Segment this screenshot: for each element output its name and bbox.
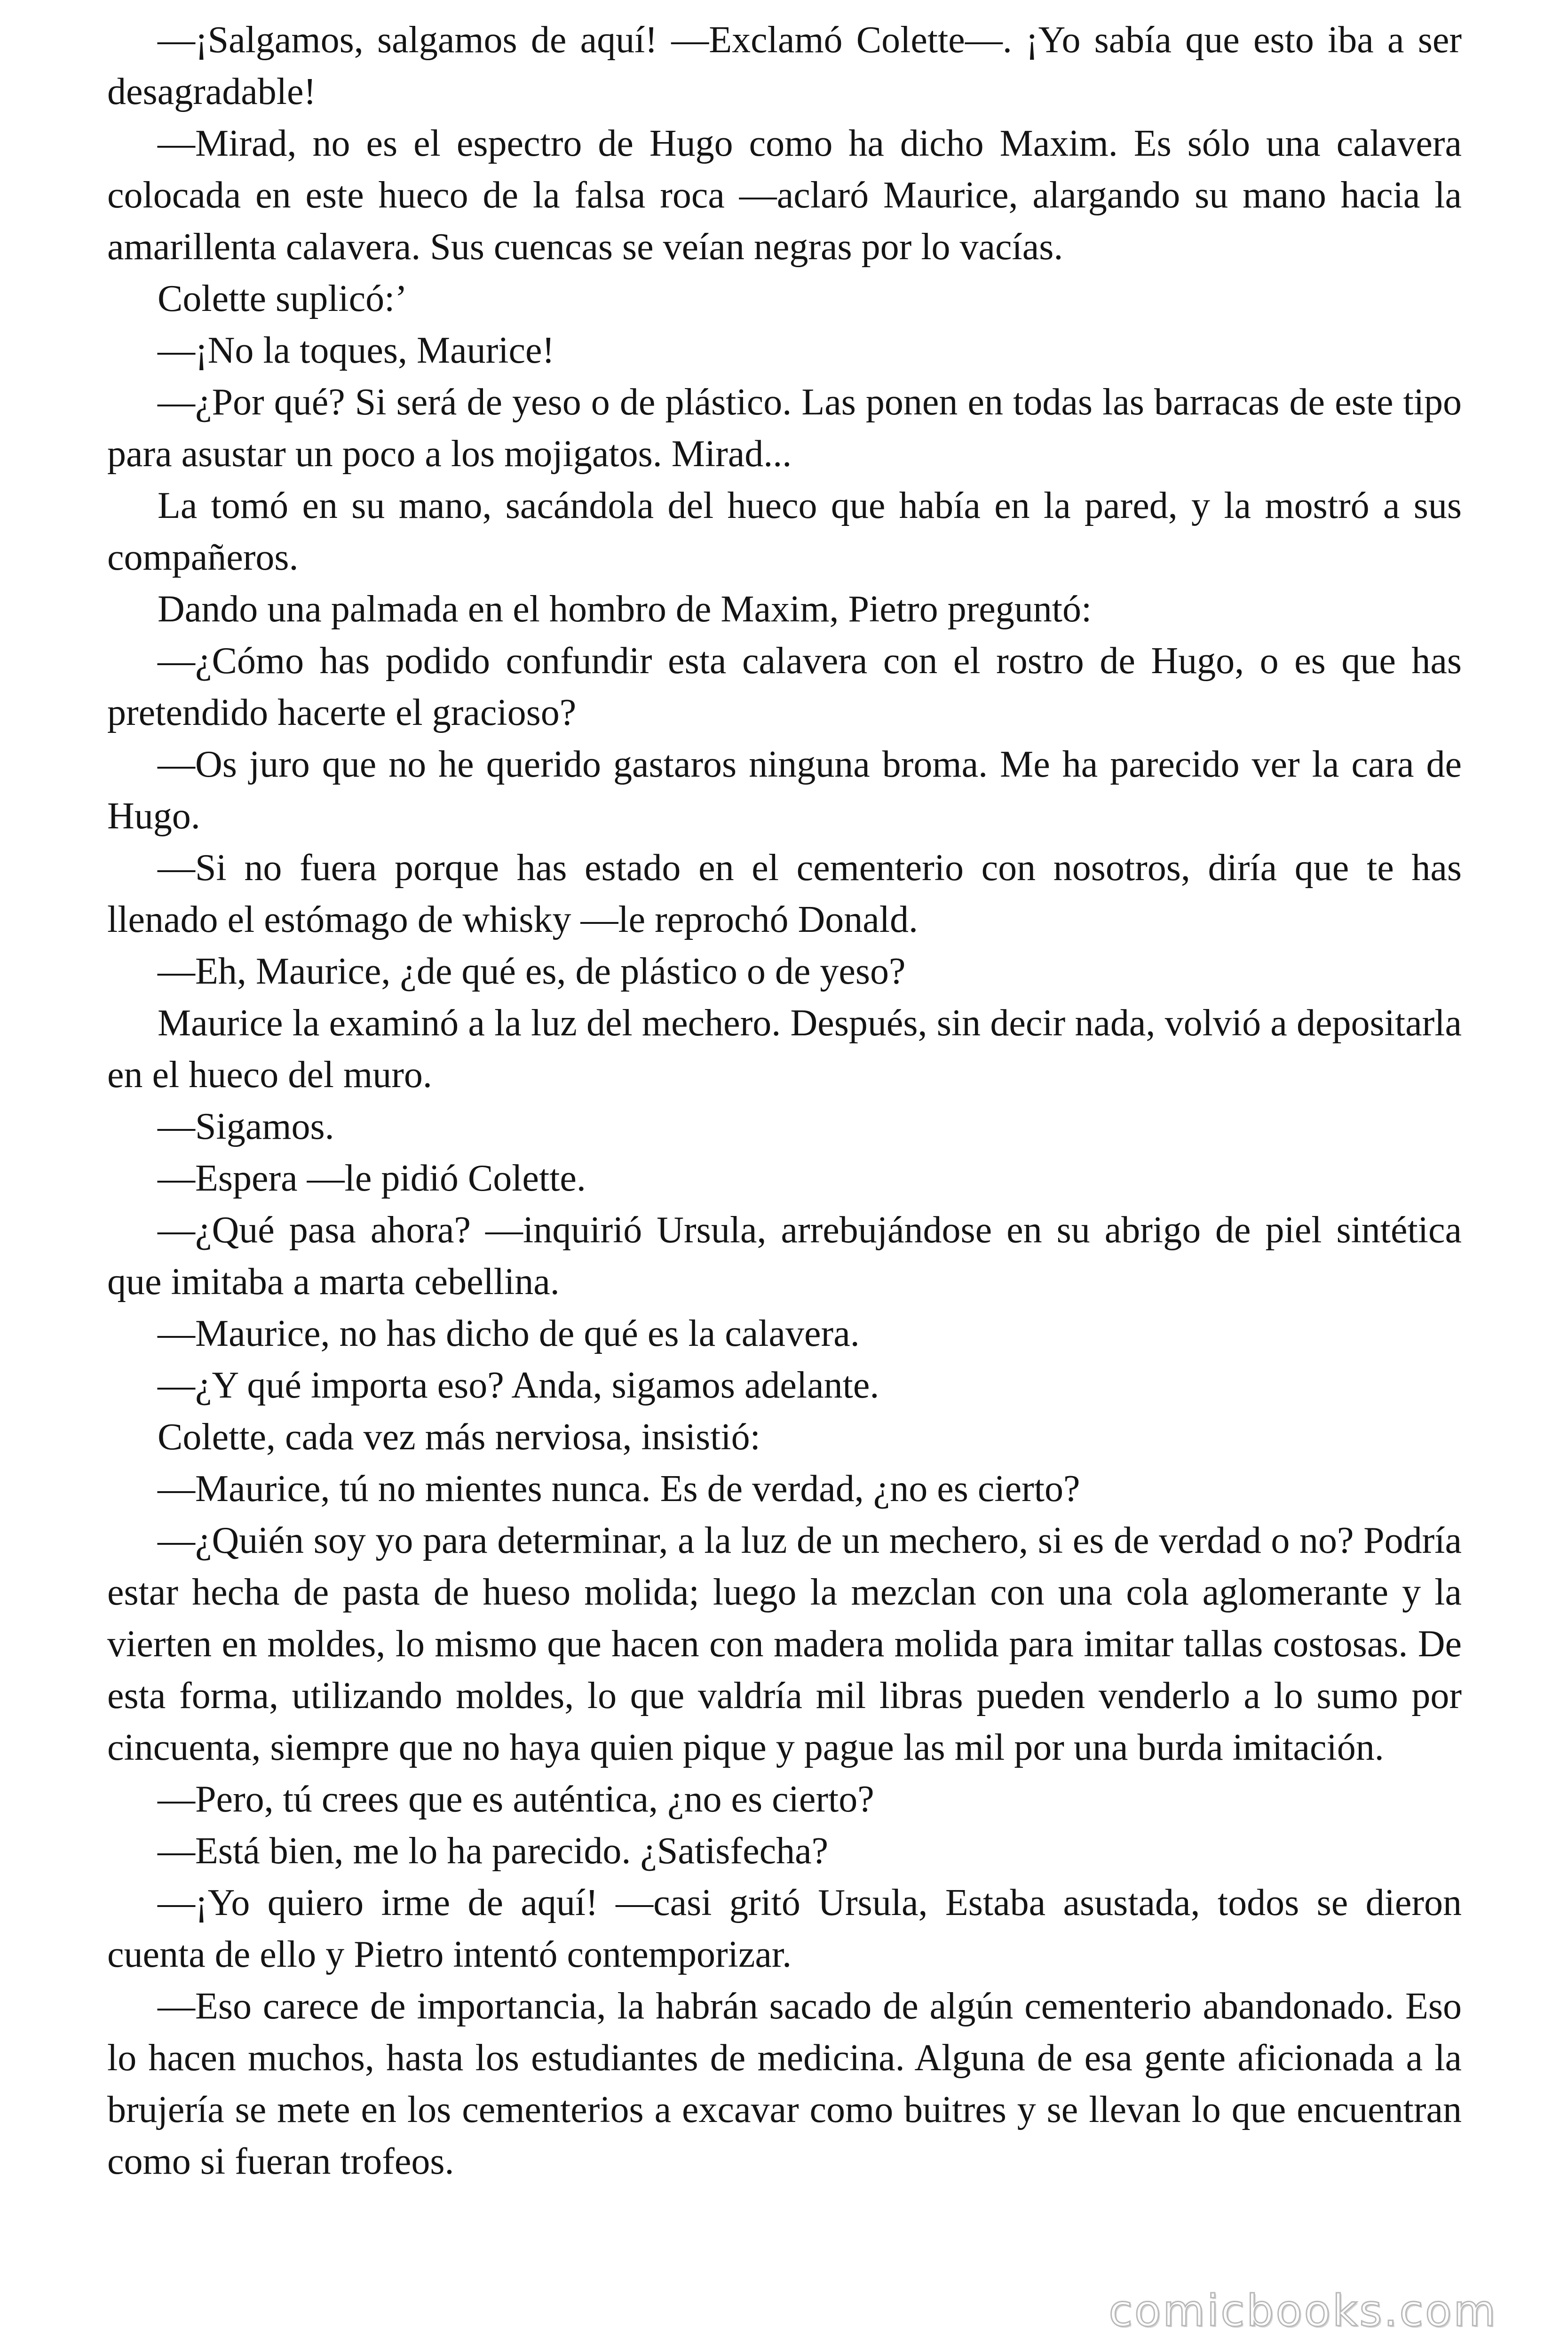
paragraph: —¿Quién soy yo para determinar, a la luz de un mechero, si es de verdad o no? Podría estar hecha de pasta de hueso molida; luego la mezclan con una cola aglomerante y la vierten en moldes, lo mismo que hacen con madera molida para imitar tallas costosas. De esta forma, utilizando moldes, lo que valdría mil libras pueden venderlo a lo sumo por cincuenta, siempre que no haya quien pique y pague las mil por una burda imitación. bbox=[107, 1520, 1462, 1768]
paragraph: —Eh, Maurice, ¿de qué es, de plástico o de yeso? bbox=[158, 951, 906, 992]
paragraph: —Sigamos. bbox=[158, 1106, 334, 1147]
paragraph: La tomó en su mano, sacándola del hueco que había en la pared, y la mostró a sus compañeros. bbox=[107, 485, 1462, 578]
paragraph: —Espera —le pidió Colette. bbox=[158, 1158, 586, 1199]
paragraph: —Está bien, me lo ha parecido. ¿Satisfecha? bbox=[158, 1830, 829, 1872]
paragraph: —Eso carece de importancia, la habrán sacado de algún cementerio abandonado. Eso lo hacen muchos, hasta los estudiantes de medicina. Alguna de esa gente aficionada a la brujería se mete en los cementerios a excavar como buitres y se llevan lo que encuentran como si fueran trofeos. bbox=[107, 1986, 1462, 2182]
paragraph: —¿Y qué importa eso? Anda, sigamos adelante. bbox=[158, 1365, 879, 1406]
paragraph: —¿Qué pasa ahora? —inquirió Ursula, arrebujándose en su abrigo de piel sintética que imitaba a marta cebellina. bbox=[107, 1209, 1462, 1303]
paragraph: —Mirad, no es el espectro de Hugo como ha dicho Maxim. Es sólo una calavera colocada en este hueco de la falsa roca —aclaró Maurice, alargando su mano hacia la amarillenta calavera. Sus cuencas se veían negras por lo vacías. bbox=[107, 123, 1462, 268]
paragraph: —¡No la toques, Maurice! bbox=[158, 330, 555, 371]
paragraph: Colette, cada vez más nerviosa, insistió: bbox=[158, 1416, 760, 1458]
paragraph: —Maurice, tú no mientes nunca. Es de verdad, ¿no es cierto? bbox=[158, 1468, 1080, 1510]
paragraph: —Os juro que no he querido gastaros ninguna broma. Me ha parecido ver la cara de Hugo. bbox=[107, 744, 1462, 837]
paragraph: Dando una palmada en el hombro de Maxim, Pietro preguntó: bbox=[158, 588, 1092, 630]
paragraph: —¿Por qué? Si será de yeso o de plástico. Las ponen en todas las barracas de este tipo para asustar un poco a los mojigatos. Mirad... bbox=[107, 381, 1462, 475]
paragraph: —Pero, tú crees que es auténtica, ¿no es cierto? bbox=[158, 1779, 874, 1820]
paragraph: Maurice la examinó a la luz del mechero. Después, sin decir nada, volvió a depositarla en el hueco del muro. bbox=[107, 1002, 1462, 1096]
watermark: comicbooks.com bbox=[1109, 2286, 1497, 2336]
paragraph: —¡Yo quiero irme de aquí! —casi gritó Ursula, Estaba asustada, todos se dieron cuenta de ello y Pietro intentó contemporizar. bbox=[107, 1882, 1462, 1975]
paragraph: —Maurice, no has dicho de qué es la calavera. bbox=[158, 1313, 860, 1354]
paragraph: —Si no fuera porque has estado en el cementerio con nosotros, diría que te has llenado el estómago de whisky —le reprochó Donald. bbox=[107, 847, 1462, 940]
paragraph: Colette suplicó:’ bbox=[158, 278, 408, 319]
paragraph: —¡Salgamos, salgamos de aquí! —Exclamó Colette—. ¡Yo sabía que esto iba a ser desagradable! bbox=[107, 19, 1462, 112]
paragraph: —¿Cómo has podido confundir esta calavera con el rostro de Hugo, o es que has pretendido hacerte el gracioso? bbox=[107, 640, 1462, 733]
page-text bbox=[107, 14, 1462, 2187]
